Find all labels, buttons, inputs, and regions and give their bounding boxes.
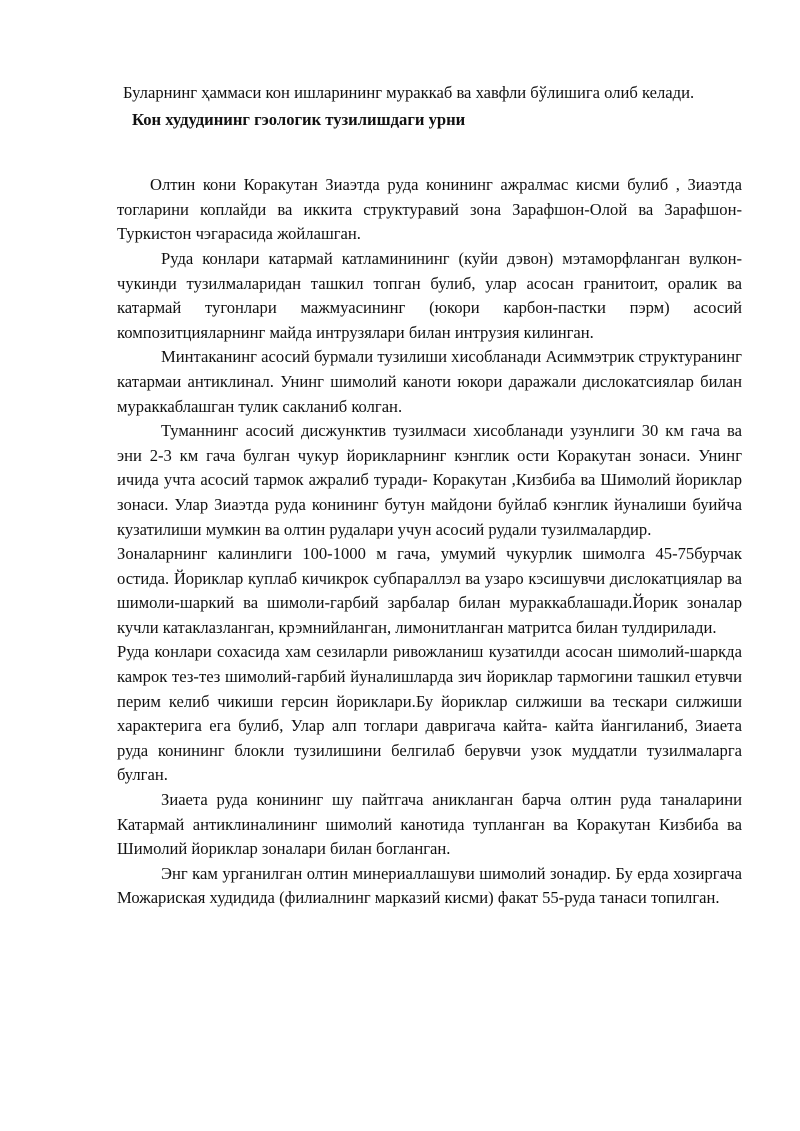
paragraph-5: Зоналарнинг калинлиги 100-1000 м гача, умумий чукурлик шимолга 45-75бурчак остида. Йориклар куплаб кичикрок субпараллэл ва узаро кэсишувчи дислокатциялар ва шимоли-шаркий ва шимоли-гарбий зарбалар билан мураккаблашади.Йорик зоналар кучли катаклазланган, крэмнийланган, лимонитланган матритса билан тулдирилади.	[117, 544, 742, 637]
intro-paragraph: Буларнинг ҳаммаси кон ишларининг мураккаб ва хавфли бўлишига олиб келади.	[123, 83, 695, 102]
paragraph-1: Олтин кони Коракутан Зиаэтда руда конининг ажралмас кисми булиб , Зиаэтда тогларини коплайди ва иккита структуравий зона Зарафшон-Олой ва Зарафшон-Туркистон чэгарасида жойлашган.	[117, 175, 742, 244]
page-content	[117, 81, 742, 911]
section-heading: Кон худудининг гэологик тузилишдаги урни	[132, 109, 466, 129]
paragraph-2: Руда конлари катармай катламинининг (куйи дэвон) мэтаморфланган вулкон-чукинди тузилмаларидан ташкил топган булиб, улар асосан гранитоит, оралик ва катармай тугонлари мажмуасининг (юкори карбон-пастки пэрм) асосий композитцияларнинг майда интрузялари билан интрузия килинган.	[117, 248, 742, 342]
paragraph-3: Минтаканинг асосий бурмали тузилиши хисобланади Асиммэтрик структуранинг катармаи антиклинал. Унинг шимолий каноти юкори даражали дислокатсиялар билан мураккаблашган тулик сакланиб колган.	[117, 347, 742, 416]
heading-spacer	[117, 132, 742, 173]
paragraph-4: Туманнинг асосий дисжунктив тузилмаси хисобланади узунлиги 30 км гача ва эни 2-3 км гача булган чукур йорикларнинг кэнглик ости Коракутан зонаси. Унинг ичида учта асосий тармок ажралиб туради- Коракутан ,Кизбиба ва Шимолий йориклар зонаси. Улар Зиаэтда руда конининг бутун майдони буйлаб кэнглик йуналиши буийча кузатилиши мумкин ва олтин рудалари учун асосий рудали тузилмалардир.	[117, 421, 742, 539]
paragraph-8: Энг кам урганилган олтин минериаллашуви шимолий зонадир. Бу ерда хозиргача Можариская худидида (филиалнинг марказий кисми) факат 55-руда танаси топилган.	[117, 863, 742, 908]
paragraph-7: Зиаета руда конининг шу пайтгача аникланган барча олтин руда таналарини Катармай антиклиналининг шимолий канотида тупланган ва Коракутан Кизбиба ва Шимолий йориклар зоналари билан богланган.	[117, 790, 742, 859]
paragraph-6: Руда конлари сохасида хам сезиларли ривожланиш кузатилди асосан шимолий-шаркда камрок тез-тез шимолий-гарбий йуналишларда зич йориклар тармогини ташкил етувчи перим келиб чикиши герсин йориклари.Бу йориклар силжиши ва тескари силжиши характерига ега булиб, Улар алп тоглари давригача кайта- кайта йангиланиб, Зиаета руда конининг блокли тузилишини белгилаб берувчи узок муддатли тузилмаларга булган.	[117, 642, 742, 785]
